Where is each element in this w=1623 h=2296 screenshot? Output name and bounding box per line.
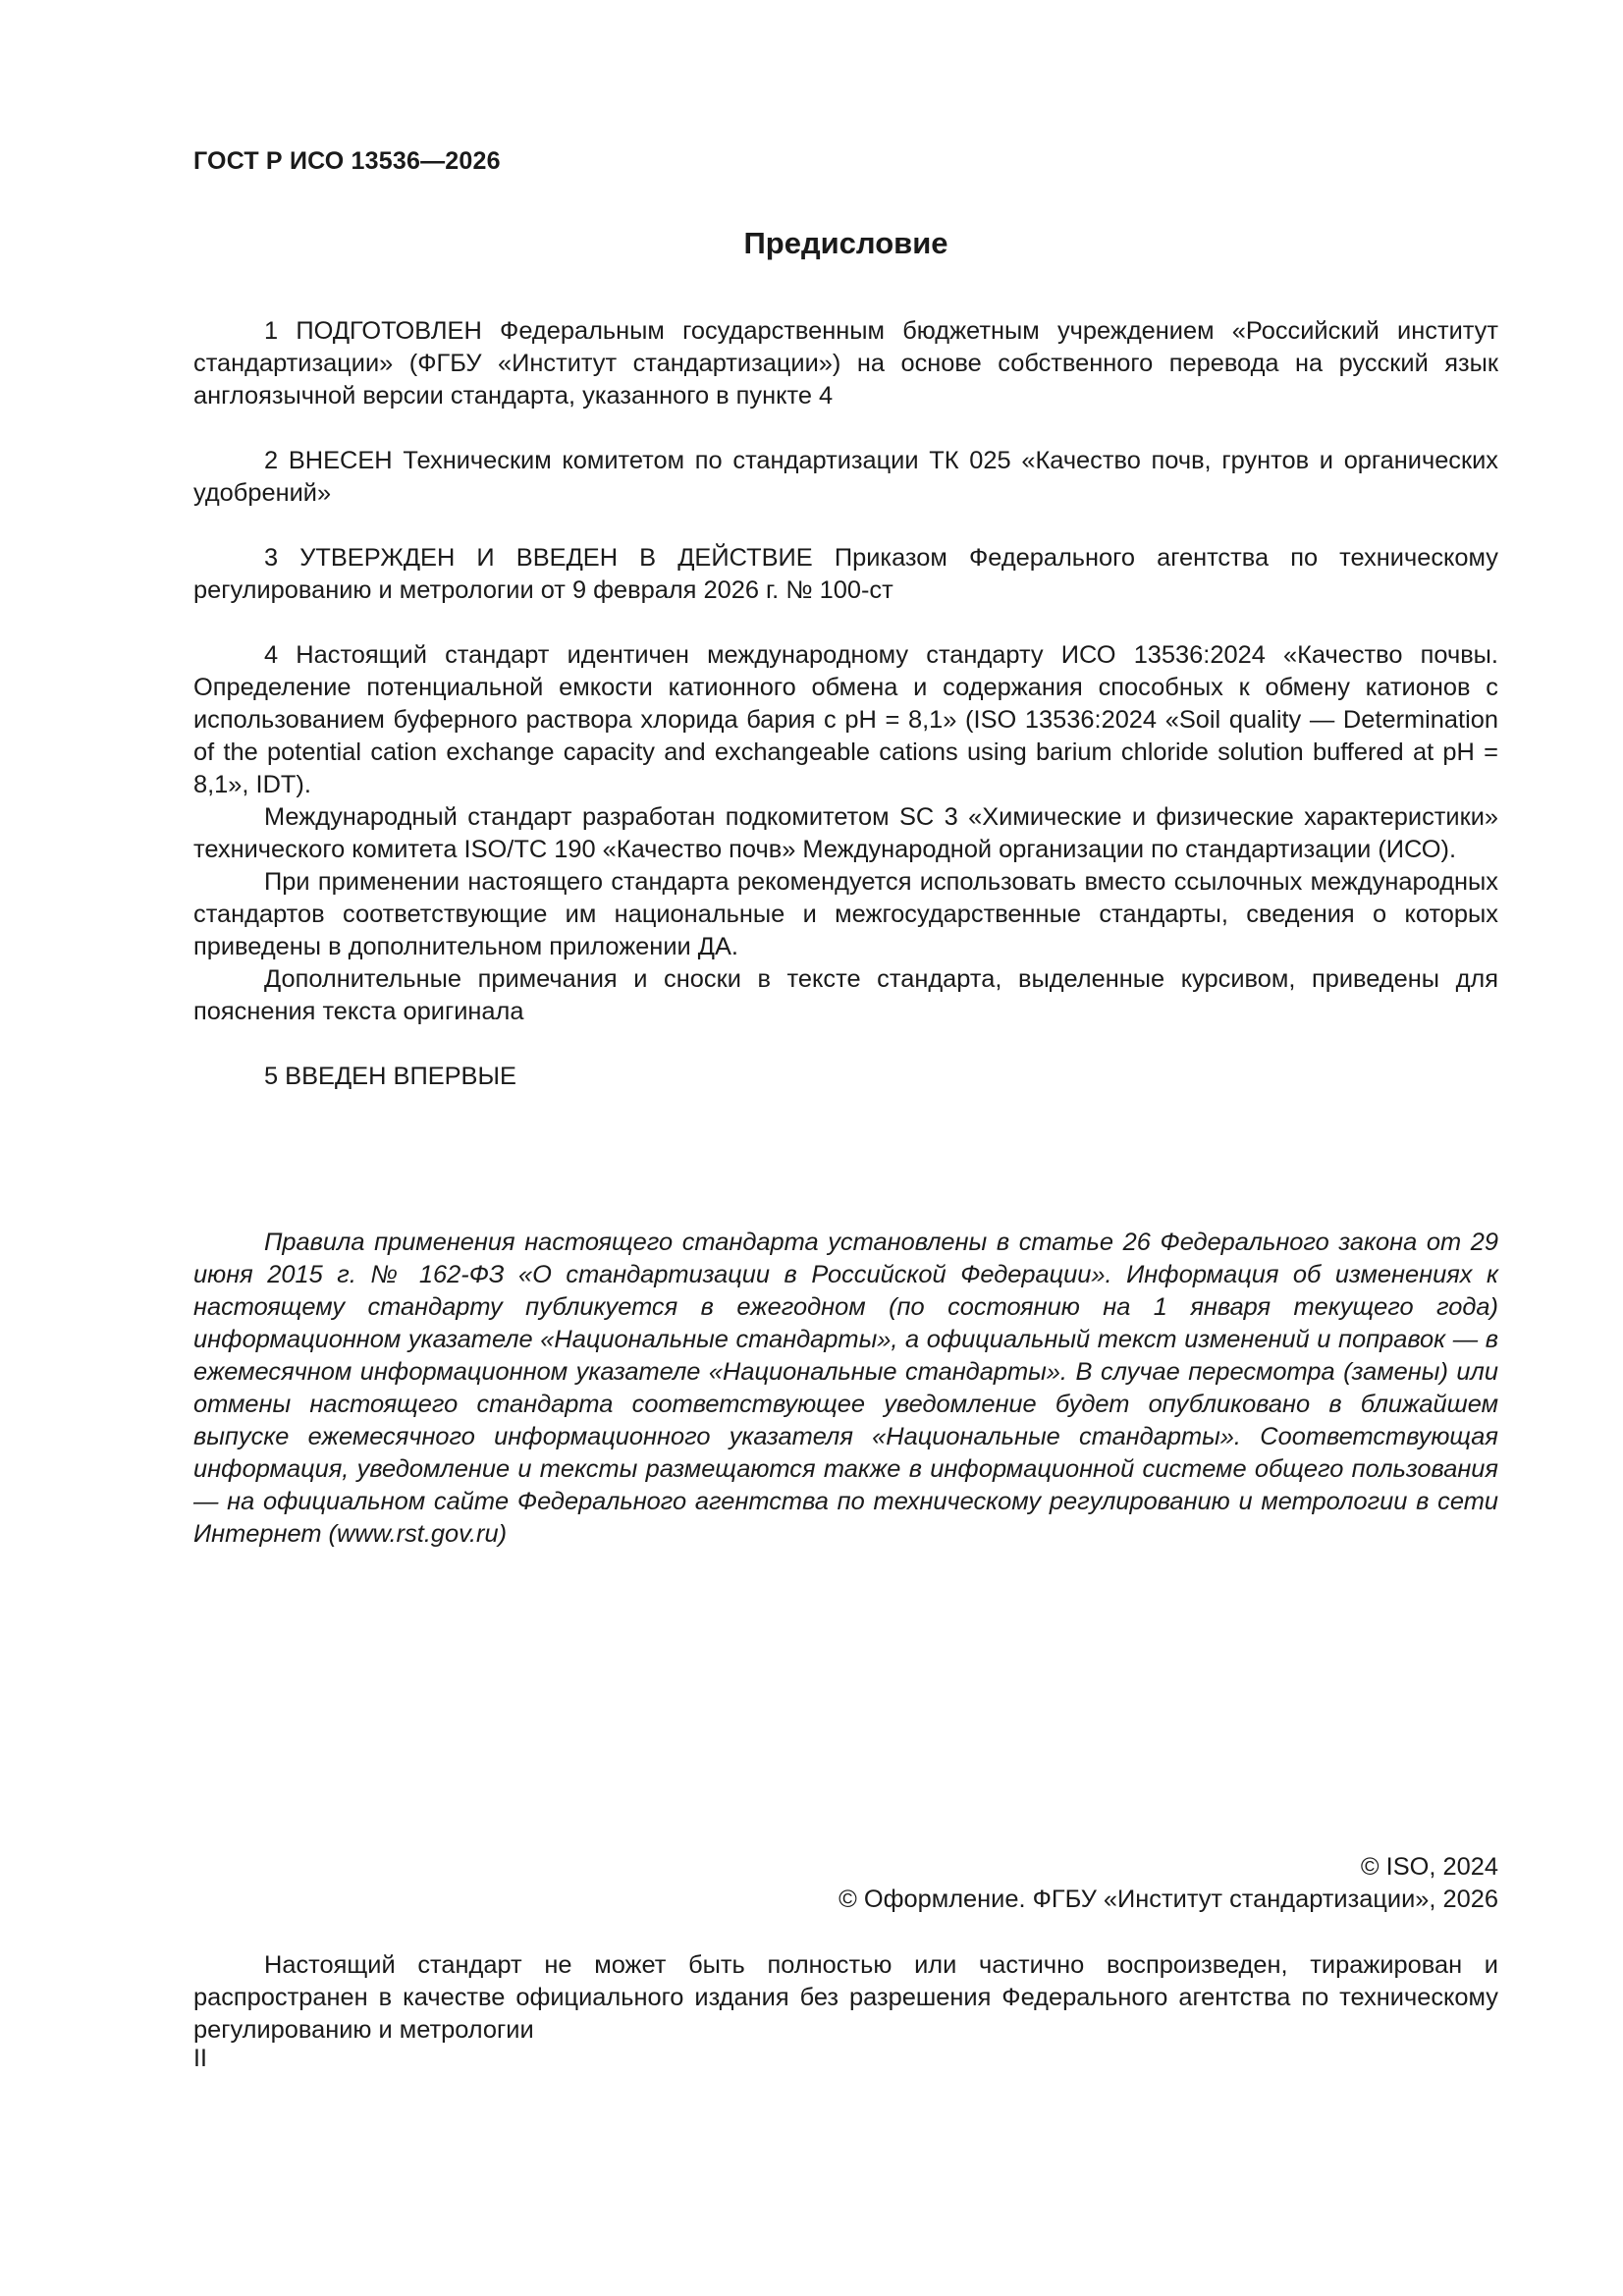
- notice-paragraph: Настоящий стандарт не может быть полностью или частично воспроизведен, тиражирован и распространен в качестве официального издания без разрешения Федерального агентства по техническому регулированию и метрологии: [193, 1951, 1498, 2044]
- paragraph-introduced: 5 ВВЕДЕН ВПЕРВЫЕ: [264, 1063, 516, 1090]
- foreword-body: [193, 315, 1498, 1093]
- copyright-design: © Оформление. ФГБУ «Институт стандартизации», 2026: [839, 1886, 1498, 1913]
- application-rules: [193, 1227, 1498, 1551]
- copyright-block: [193, 1851, 1498, 1916]
- paragraph-developed-by: Международный стандарт разработан подкомитетом SC 3 «Химические и физические характеристики» технического комитета ISO/TC 190 «Качество почв» Международной организации по стандартизации (ИСО).: [193, 803, 1498, 863]
- paragraph-application: При применении настоящего стандарта рекомендуется использовать вместо ссылочных международных стандартов соответствующие им национальные и межгосударственные стандарты, сведения о которых приведены в дополнительном приложении ДА.: [193, 868, 1498, 960]
- page-title: Предисловие: [743, 226, 948, 260]
- page-number: II: [193, 2045, 207, 2072]
- document-code: ГОСТ Р ИСО 13536—2026: [193, 147, 501, 175]
- paragraph-identical: 4 Настоящий стандарт идентичен международному стандарту ИСО 13536:2024 «Качество почвы. Определение потенциальной емкости катионного обмена и содержания способных к обмену катионов с использованием буферного раствора хлорида бария с pH = 8,1» (ISO 13536:2024 «Soil quality — Determination of the potential cation exchange capacity and exchangeable cations using barium chloride solution buffered at pH = 8,1», IDT).: [193, 641, 1498, 798]
- paragraph-submitted: 2 ВНЕСЕН Техническим комитетом по стандартизации ТК 025 «Качество почв, грунтов и органических удобрений»: [193, 447, 1498, 507]
- rules-paragraph: Правила применения настоящего стандарта установлены в статье 26 Федерального закона от 29 июня 2015 г. № 162-ФЗ «О стандартизации в Российской Федерации». Информация об изменениях к настоящему стандарту публикуется в ежегодном (по состоянию на 1 января текущего года) информационном указателе «Национальные стандарты», а официальный текст изменений и поправок — в ежемесячном информационном указателе «Национальные стандарты». В случае пересмотра (замены) или отмены настоящего стандарта соответствующее уведомление будет опубликовано в ближайшем выпуске ежемесячного информационного указателя «Национальные стандарты». Соответствующая информация, уведомление и тексты размещаются также в информационной системе общего пользования — на официальном сайте Федерального агентства по техническому регулированию и метрологии в сети Интернет (www.rst.gov.ru): [193, 1229, 1498, 1548]
- paragraph-approved: 3 УТВЕРЖДЕН И ВВЕДЕН В ДЕЙСТВИЕ Приказом Федерального агентства по техническому регулированию и метрологии от 9 февраля 2026 г. № 100-ст: [193, 544, 1498, 604]
- reproduction-notice: [193, 1949, 1498, 2047]
- copyright-iso: © ISO, 2024: [1360, 1853, 1498, 1881]
- paragraph-prepared: 1 ПОДГОТОВЛЕН Федеральным государственным бюджетным учреждением «Российский институт стандартизации» (ФГБУ «Институт стандартизации») на основе собственного перевода на русский язык англоязычной версии стандарта, указанного в пункте 4: [193, 317, 1498, 410]
- paragraph-notes: Дополнительные примечания и сноски в тексте стандарта, выделенные курсивом, приведены для пояснения текста оригинала: [193, 965, 1498, 1025]
